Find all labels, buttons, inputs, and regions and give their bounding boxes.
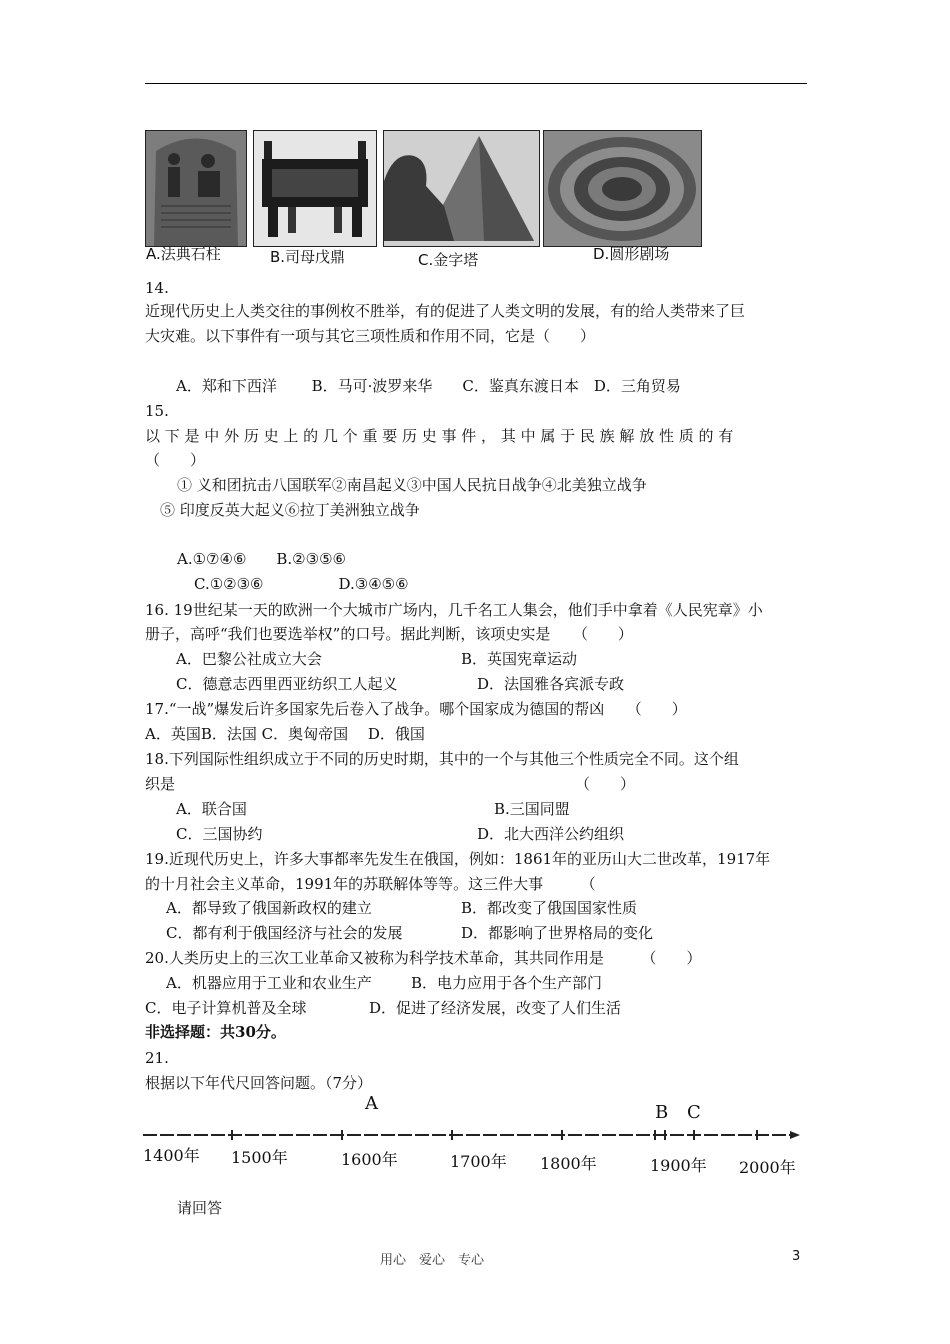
section-heading: 非选择题：共30分。 <box>145 1023 286 1041</box>
q15-stem-line2: （ ） <box>145 451 206 469</box>
q18-option-a: A．联合国 <box>176 800 247 818</box>
q18-stem-line1: 18.下列国际性组织成立于不同的历史时期，其中的一个与其他三个性质完全不同。这个组 <box>145 750 739 768</box>
q17-stem: 17.“一战”爆发后许多国家先后卷入了战争。哪个国家成为德国的帮凶 （ ） <box>145 700 687 718</box>
timeline-year-1900: 1900年 <box>650 1156 707 1175</box>
q21-prompt: 请回答 <box>177 1199 223 1217</box>
q18-option-b: B.三国同盟 <box>494 800 570 818</box>
stele-image <box>145 130 247 247</box>
caption-b: B.司母戊鼎 <box>270 248 346 266</box>
timeline-marker-a: A <box>365 1093 378 1114</box>
q19-option-a: A．都导致了俄国新政权的建立 <box>166 899 372 917</box>
q14-stem-line1: 近现代历史上人类交往的事例枚不胜举，有的促进了人类文明的发展，有的给人类带来了巨 <box>145 302 746 320</box>
header-rule <box>145 83 807 84</box>
q20-option-a: A．机器应用于工业和农业生产 <box>166 974 372 992</box>
q17-options: A．英国B．法国 C．奥匈帝国 D．俄国 <box>145 725 425 743</box>
q16-option-a: A．巴黎公社成立大会 <box>176 650 322 668</box>
q15-options-line2: C.①②③⑥ D.③④⑤⑥ <box>194 575 409 593</box>
q19-stem-line1: 19.近现代历史上，许多大事都率先发生在俄国，例如：1861年的亚历山大二世改革，1917年 <box>145 850 771 868</box>
timeline-year-1800: 1800年 <box>540 1154 597 1173</box>
q19-option-d: D．都影响了世界格局的变化 <box>461 924 654 942</box>
q20-option-c: C．电子计算机普及全球 <box>145 999 307 1017</box>
q16-option-c: C．德意志西里西亚纺织工人起义 <box>176 675 398 693</box>
q18-paren: （ ） <box>575 775 636 793</box>
q20-option-b: B．电力应用于各个生产部门 <box>411 974 603 992</box>
q16-option-d: D．法国雅各宾派专政 <box>477 675 625 693</box>
timeline-axis <box>140 1125 805 1145</box>
q19-stem-line2: 的十月社会主义革命，1991年的苏联解体等等。这三件大事 （ <box>145 875 596 893</box>
q15-items-line2: ⑤ 印度反英大起义⑥拉丁美洲独立战争 <box>160 501 420 519</box>
q21-stem: 根据以下年代尺回答问题。（7分） <box>145 1074 373 1092</box>
pyramid-image <box>383 130 540 247</box>
timeline-marker-b: B <box>655 1102 669 1123</box>
colosseum-image <box>543 130 702 247</box>
q16-stem-line1: 16. 19世纪某一天的欧洲一个大城市广场内，几千名工人集会，他们手中拿着《人民宪章》小 <box>145 601 763 619</box>
timeline-year-1400: 1400年 <box>143 1146 200 1165</box>
caption-c: C.金字塔 <box>418 251 479 269</box>
page-number: 3 <box>792 1249 801 1264</box>
caption-a: A.法典石柱 <box>146 245 221 263</box>
q21-number: 21. <box>145 1049 169 1067</box>
q14-stem-line2: 大灾难。以下事件有一项与其它三项性质和作用不同，它是（ ） <box>145 327 596 345</box>
bronze-ding-image <box>253 130 377 247</box>
q19-option-c: C．都有利于俄国经济与社会的发展 <box>166 924 403 942</box>
timeline-year-1700: 1700年 <box>450 1152 507 1171</box>
q18-stem-line2: 织是 <box>145 775 176 793</box>
timeline-year-2000: 2000年 <box>739 1158 796 1177</box>
q16-stem-line2: 册子，高呼“我们也要选举权”的口号。据此判断，该项史实是 （ ） <box>145 625 633 643</box>
q15-items-line1: ① 义和团抗击八国联军②南昌起义③中国人民抗日战争④北美独立战争 <box>177 476 647 494</box>
q20-stem: 20.人类历史上的三次工业革命又被称为科学技术革命，其共同作用是 （ ） <box>145 949 702 967</box>
timeline-marker-c: C <box>687 1102 701 1123</box>
q15-stem-line1: 以 下 是 中 外 历 史 上 的 几 个 重 要 历 史 事 件 ， 其 中 属 于 民 族 解 放 性 质 的 有 <box>145 427 734 445</box>
q15-options-line1: A.①⑦④⑥ B.②③⑤⑥ <box>177 550 346 568</box>
caption-d: D.圆形剧场 <box>593 245 670 263</box>
q16-option-b: B．英国宪章运动 <box>461 650 578 668</box>
q20-option-d: D．促进了经济发展，改变了人们生活 <box>369 999 622 1017</box>
q18-option-d: D．北大西洋公约组织 <box>477 825 625 843</box>
timeline-year-1500: 1500年 <box>231 1148 288 1167</box>
q18-option-c: C．三国协约 <box>176 825 263 843</box>
q14-options: A．郑和下西洋 B．马可·波罗来华 C．鉴真东渡日本 D．三角贸易 <box>176 377 681 395</box>
timeline-year-1600: 1600年 <box>341 1150 398 1169</box>
footer-slogan: 用心 爱心 专心 <box>380 1253 485 1268</box>
q15-number: 15. <box>145 402 169 420</box>
q14-number: 14. <box>145 279 169 297</box>
q19-option-b: B．都改变了俄国国家性质 <box>461 899 638 917</box>
